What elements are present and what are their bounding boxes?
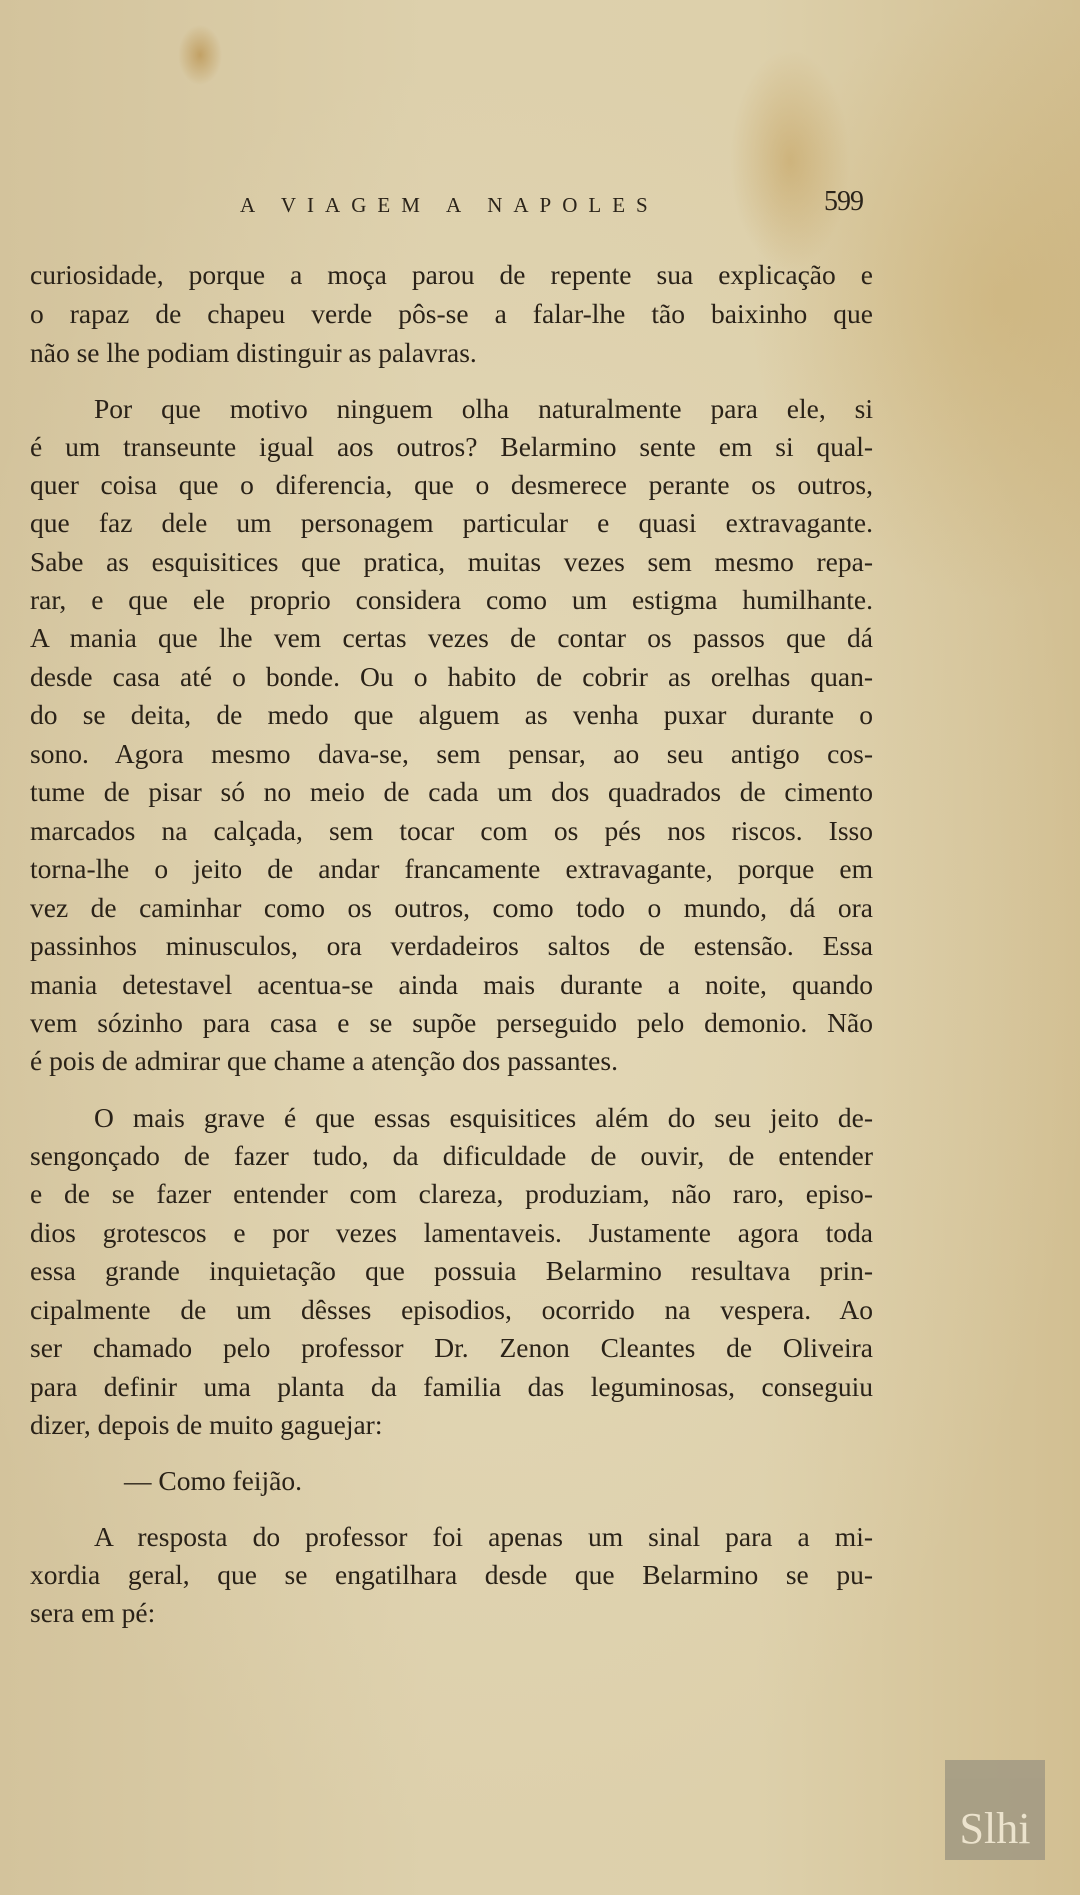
text-line: mania detestavel acentua-se ainda mais durante a noite, quando — [30, 969, 873, 1000]
text-line: Por que motivo ninguem olha naturalmente para ele, si — [94, 393, 873, 424]
running-title: A VIAGEM A NAPOLES — [240, 193, 659, 217]
text-line: sengonçado de fazer tudo, da dificuldade de ouvir, de entender — [30, 1140, 873, 1171]
text-line: do se deita, de medo que alguem as venha puxar durante o — [30, 699, 873, 730]
dialogue-line: — Como feijão. — [124, 1465, 302, 1496]
text-line: vem sózinho para casa e se supõe perseguido pelo demonio. Não — [30, 1007, 873, 1038]
text-line: não se lhe podiam distinguir as palavras. — [30, 337, 477, 368]
watermark-text: Slhi — [959, 1804, 1031, 1853]
text-line: é um transeunte igual aos outros? Belarmino sente em si qual- — [30, 431, 873, 462]
text-line: marcados na calçada, sem tocar com os pés nos riscos. Isso — [30, 815, 873, 846]
text-line: curiosidade, porque a moça parou de repente sua explicação e — [30, 259, 873, 290]
page-number: 599 — [824, 186, 863, 217]
text-line: xordia geral, que se engatilhara desde que Belarmino se pu- — [30, 1559, 873, 1590]
text-line: A mania que lhe vem certas vezes de contar os passos que dá — [30, 622, 873, 653]
text-line: e de se fazer entender com clareza, produziam, não raro, episo- — [30, 1178, 873, 1209]
text-line: quer coisa que o diferencia, que o desmerece perante os outros, — [30, 469, 873, 500]
text-line: Sabe as esquisitices que pratica, muitas vezes sem mesmo repa- — [30, 546, 873, 577]
watermark-logo — [945, 1760, 1045, 1860]
text-line: rar, e que ele proprio considera como um estigma humilhante. — [30, 584, 873, 615]
text-line: tume de pisar só no meio de cada um dos quadrados de cimento — [30, 776, 873, 807]
text-line: que faz dele um personagem particular e quasi extravagante. — [30, 507, 873, 538]
text-line: dios grotescos e por vezes lamentaveis. Justamente agora toda — [30, 1217, 873, 1248]
text-line: essa grande inquietação que possuia Belarmino resultava prin- — [30, 1255, 873, 1286]
text-line: sono. Agora mesmo dava-se, sem pensar, ao seu antigo cos- — [30, 738, 873, 769]
text-line: A resposta do professor foi apenas um sinal para a mi- — [94, 1521, 873, 1552]
text-line: sera em pé: — [30, 1597, 156, 1628]
text-line: torna-lhe o jeito de andar francamente extravagante, porque em — [30, 853, 873, 884]
text-line: O mais grave é que essas esquisitices além do seu jeito de- — [94, 1102, 873, 1133]
text-line: é pois de admirar que chame a atenção dos passantes. — [30, 1045, 618, 1076]
text-line: desde casa até o bonde. Ou o habito de cobrir as orelhas quan- — [30, 661, 873, 692]
text-line: vez de caminhar como os outros, como todo o mundo, dá ora — [30, 892, 873, 923]
text-line: cipalmente de um dêsses episodios, ocorrido na vespera. Ao — [30, 1294, 873, 1325]
text-line: ser chamado pelo professor Dr. Zenon Cleantes de Oliveira — [30, 1332, 873, 1363]
text-line: dizer, depois de muito gaguejar: — [30, 1409, 383, 1440]
text-line: para definir uma planta da familia das leguminosas, conseguiu — [30, 1371, 873, 1402]
text-line: o rapaz de chapeu verde pôs-se a falar-lhe tão baixinho que — [30, 298, 873, 329]
text-line: passinhos minusculos, ora verdadeiros saltos de estensão. Essa — [30, 930, 873, 961]
